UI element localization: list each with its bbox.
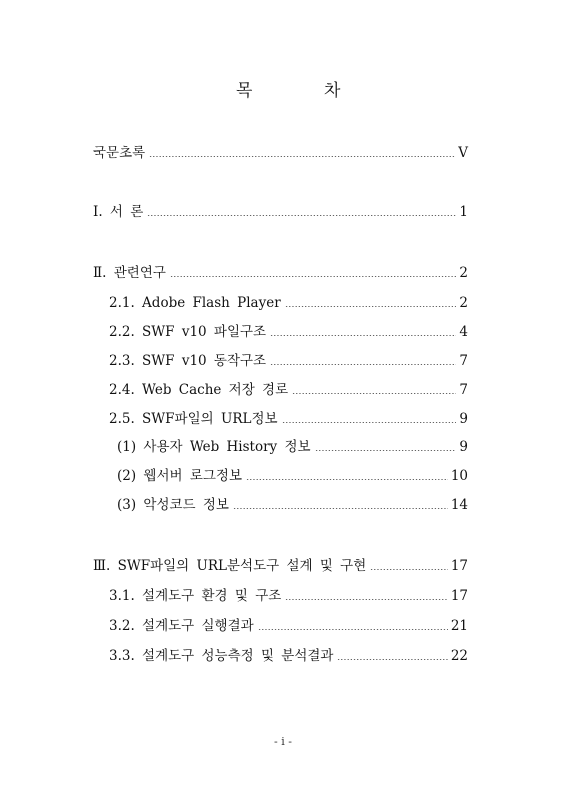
toc-entry-page: 2 xyxy=(459,265,468,281)
toc-entry-3-1[interactable] xyxy=(109,587,468,605)
dot-leader xyxy=(292,393,456,394)
dot-leader xyxy=(285,599,448,600)
toc-entry-page: 14 xyxy=(450,497,468,513)
toc-entry-label: (3) 악성코드 정보 xyxy=(117,497,229,513)
toc-entry-abstract[interactable] xyxy=(93,144,468,162)
toc-entry-page: 17 xyxy=(450,588,468,604)
dot-leader xyxy=(246,479,448,480)
toc-entry-page: 2 xyxy=(459,295,468,311)
dot-leader xyxy=(282,422,457,423)
dot-leader xyxy=(170,276,456,277)
toc-entry-2-4[interactable] xyxy=(109,381,468,399)
toc-entry-page: 21 xyxy=(450,618,468,634)
toc-entry-label: 2.4. Web Cache 저장 경로 xyxy=(109,382,289,398)
toc-entry-label: 2.3. SWF v10 동작구조 xyxy=(109,353,267,369)
toc-entry-page: 7 xyxy=(459,382,468,398)
toc-title-left: 목 xyxy=(236,81,253,101)
dot-leader xyxy=(285,306,457,307)
toc-entry-label: 3.1. 설계도구 환경 및 구조 xyxy=(109,588,282,604)
toc-entry-page: 1 xyxy=(459,204,468,220)
page-number-footer: - i - xyxy=(274,735,292,748)
toc-entry-page: Ⅴ xyxy=(458,145,468,161)
toc-entry-2-5-3[interactable] xyxy=(117,496,468,514)
toc-entry-chapter-3[interactable] xyxy=(93,557,468,575)
toc-entry-label: 2.1. Adobe Flash Player xyxy=(109,295,281,311)
toc-entry-chapter-1[interactable] xyxy=(93,203,468,221)
toc-entry-2-1[interactable] xyxy=(109,294,468,312)
toc-entry-label: (2) 웹서버 로그정보 xyxy=(117,468,242,484)
toc-entry-3-3[interactable] xyxy=(109,647,468,665)
toc-entry-page: 9 xyxy=(459,439,468,455)
toc-entry-label: Ⅲ. SWF파일의 URL분석도구 설계 및 구현 xyxy=(93,558,367,574)
dot-leader xyxy=(270,364,456,365)
dot-leader xyxy=(270,335,456,336)
toc-entry-label: Ⅱ. 관련연구 xyxy=(93,265,166,281)
toc-entry-page: 7 xyxy=(459,353,468,369)
dot-leader xyxy=(370,569,448,570)
dot-leader xyxy=(315,450,457,451)
toc-entry-2-5-1[interactable] xyxy=(117,438,468,456)
toc-title-right: 차 xyxy=(324,81,341,101)
toc-entry-label: Ⅰ. 서 론 xyxy=(93,204,144,220)
toc-entry-page: 22 xyxy=(450,648,468,664)
toc-entry-page: 17 xyxy=(450,558,468,574)
toc-entry-label: 2.5. SWF파일의 URL정보 xyxy=(109,411,278,427)
toc-entry-2-5-2[interactable] xyxy=(117,467,468,485)
toc-entry-page: 10 xyxy=(450,468,468,484)
toc-entry-label: 국문초록 xyxy=(93,145,146,161)
dot-leader xyxy=(337,659,447,660)
toc-entry-2-5[interactable] xyxy=(109,410,468,428)
toc-entry-label: 2.2. SWF v10 파일구조 xyxy=(109,324,267,340)
toc-entry-2-2[interactable] xyxy=(109,323,468,341)
toc-entry-chapter-2[interactable] xyxy=(93,264,468,282)
dot-leader xyxy=(258,629,448,630)
toc-entry-label: 3.2. 설계도구 실행결과 xyxy=(109,618,254,634)
toc-entry-label: 3.3. 설계도구 성능측정 및 분석결과 xyxy=(109,648,334,664)
toc-entry-2-3[interactable] xyxy=(109,352,468,370)
dot-leader xyxy=(147,215,456,216)
dot-leader xyxy=(149,156,455,157)
toc-entry-page: 4 xyxy=(459,324,468,340)
toc-entry-label: (1) 사용자 Web History 정보 xyxy=(117,439,311,455)
toc-entry-3-2[interactable] xyxy=(109,617,468,635)
dot-leader xyxy=(233,508,448,509)
toc-entry-page: 9 xyxy=(459,411,468,427)
